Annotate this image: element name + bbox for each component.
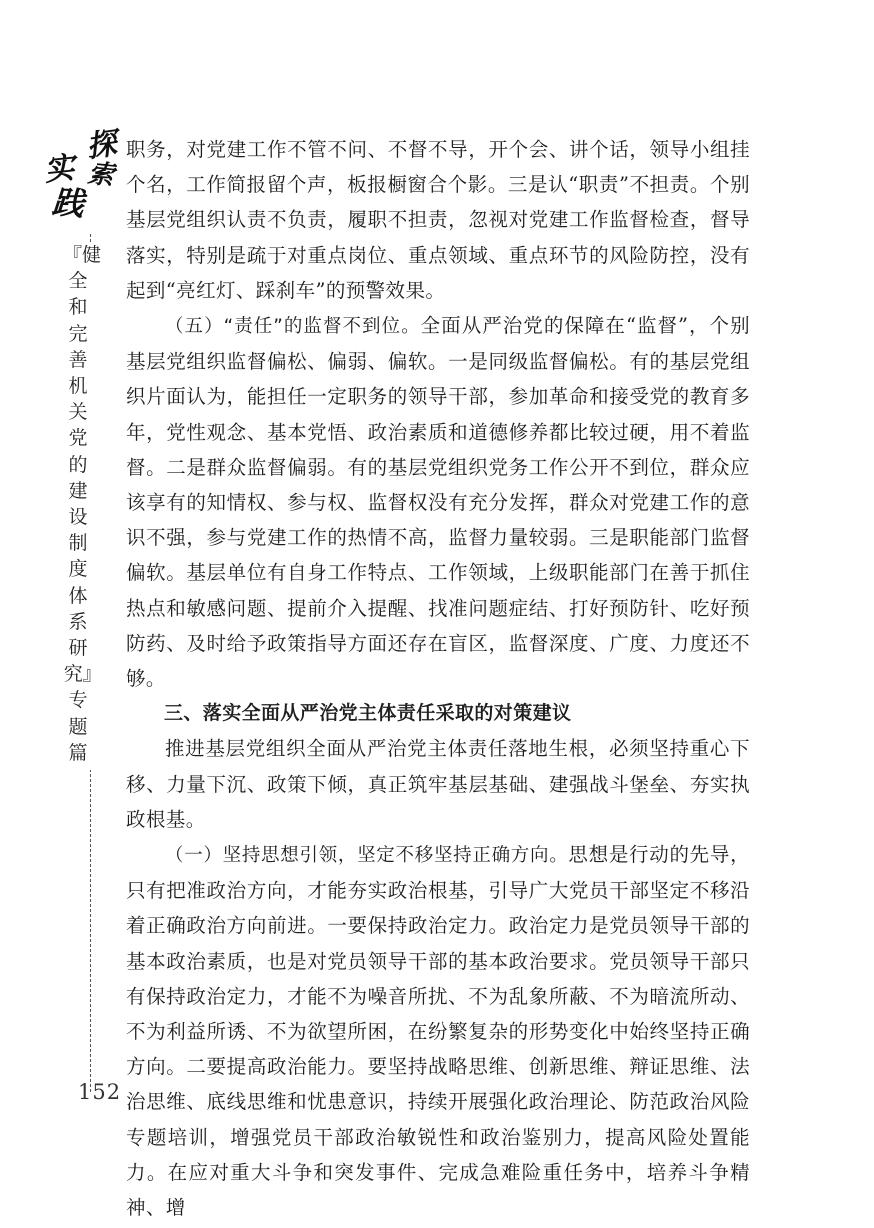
- page-number: 152: [78, 1080, 122, 1104]
- logo-char: 索: [86, 158, 116, 192]
- subheading-inline: （一）坚持思想引领，坚定不移坚持正确方向。: [165, 845, 569, 867]
- sidebar: [36, 116, 120, 1136]
- vertical-book-title: 『健全和完善机关党的建设制度体系研究』专题篇: [63, 242, 93, 770]
- logo-char: 践: [50, 182, 86, 224]
- logo-char: 实: [42, 150, 77, 189]
- logo-char: 探: [84, 126, 119, 165]
- series-logo: [36, 116, 120, 236]
- paragraph: [126, 308, 750, 696]
- paragraph-body: 思想是行动的先导，只有把准政治方向，才能夯实政治根基，引导广大党员干部坚定不移沿着正确政治方向前进。一要保持政治定力。政治定力是党员领导干部的基本政治素质，也是对党员领导干部的基本政治要求。党员领导干部只有保持政治定力，才能不为噪音所扰、不为乱象所蔽、不为暗流所动、不为利益所诱、不为欲望所困，在纷繁复杂的形势变化中始终坚持正确方向。二要提高政治能力。要坚持战略思维、创新思维、辩证思维、法治思维、底线思维和忧患意识，持续开展强化政治理论、防范政治风险专题培训，增强党员干部政治敏锐性和政治鉴别力，提高风险处置能力。在应对重大斗争和突发事件、完成急难险重任务中，培养斗争精神、增: [126, 843, 751, 1220]
- paragraph-body: 全面从严治党的保障在“监督”，个别基层党组织监督偏松、偏弱、偏软。一是同级监督偏松。有的基层党组织片面认为，能担任一定职务的领导干部，参加革命和接受党的教育多年，党性观念、基本党悟、政治素质和道德修养都比较过硬，用不着监督。二是群众监督偏弱。有的基层党组织党务工作公开不到位，群众应该享有的知情权、参与权、监督权没有充分发挥，群众对党建工作的意识不强，参与党建工作的热情不高，监督力量较弱。三是职能部门监督偏软。基层单位有自身工作特点、工作领域，上级职能部门在善于抓住热点和敏感问题、提前介入提醒、找准问题症结、打好预防针、吃好预防药、及时给予政策指导方面还存在盲区，监督深度、广度、力度还不够。: [126, 314, 750, 691]
- paragraph: 推进基层党组织全面从严治党主体责任落地生根，必须坚持重心下移、力量下沉、政策下倾，真正筑牢基层基础、建强战斗堡垒、夯实执政根基。: [126, 737, 750, 831]
- section-heading: 三、落实全面从严治党主体责任采取的对策建议: [164, 702, 572, 725]
- subheading-inline: （五）“责任”的监督不到位。: [165, 316, 421, 338]
- paragraph: 职务，对党建工作不管不问、不督不导，开个会、讲个话，领导小组挂个名，工作简报留个声，板报橱窗合个影。三是认“职责”不担责。个别基层党组织认责不负责，履职不担责，忽视对党建工作监督检查，督导落实，特别是疏于对重点岗位、重点领域、重点环节的风险防控，没有起到“亮红灯、踩刹车”的预警效果。: [126, 138, 750, 302]
- body-text: [126, 132, 750, 1225]
- paragraph: [126, 837, 750, 1225]
